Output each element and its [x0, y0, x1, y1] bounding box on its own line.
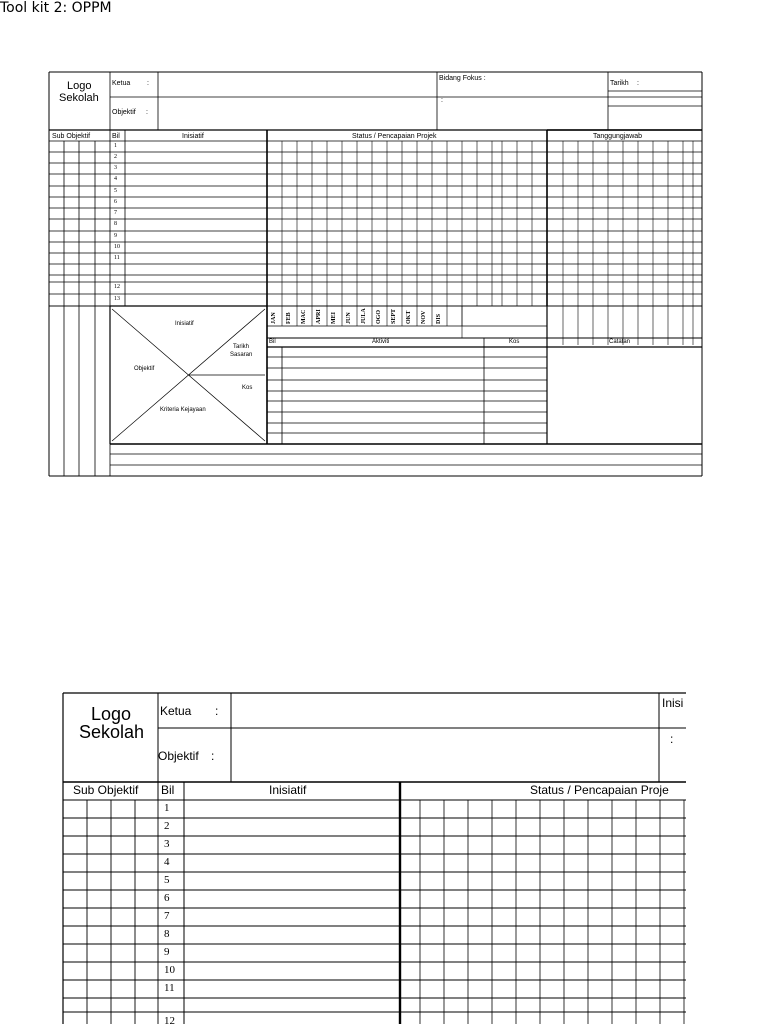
tarikh-colon: : [637, 80, 639, 87]
diagram-sasaran: Sasaran [230, 352, 253, 358]
col-inisiatif: Inisiatif [182, 133, 204, 140]
month-label: JULA [361, 308, 367, 324]
bidang-fokus-label: Bidang Fokus : [439, 75, 486, 82]
zoom-col-sub-objektif: Sub Objektif [73, 783, 139, 797]
month-label: MEI [331, 312, 337, 324]
row-number: 11 [114, 255, 120, 261]
zoom-row-number: 2 [164, 820, 170, 832]
diagram-inisiatif: Inisiatif [175, 321, 194, 327]
col-status: Status / Pencapaian Projek [352, 133, 437, 140]
month-label: JAN [271, 312, 277, 324]
ketua-label: Ketua [112, 80, 131, 87]
row-number: 13 [114, 296, 120, 302]
zoom-col-inisiatif: Inisiatif [269, 783, 307, 797]
month-label: NOV [421, 310, 427, 324]
row-number: 5 [114, 188, 117, 194]
zoom-objektif-label: Objektif [158, 749, 199, 763]
tarikh-label: Tarikh [610, 80, 629, 87]
logo-line2: Sekolah [59, 92, 99, 104]
lower-aktiviti: Aktiviti [372, 339, 390, 345]
diagram-tarikh: Tarikh [233, 344, 250, 350]
zoom-row-number: 8 [164, 928, 170, 940]
month-label: SEPT [391, 308, 397, 324]
month-label: APRI [316, 309, 322, 324]
row-number: 9 [114, 233, 117, 239]
diagram-objektif: Objektif [134, 366, 155, 372]
zoom-row-number: 3 [164, 838, 170, 850]
zoom-row-number: 5 [164, 874, 170, 886]
zoom-row-number: 1 [164, 802, 170, 814]
row-number: 1 [114, 143, 117, 149]
zoom-inisi-label: Inisi [662, 696, 684, 710]
lower-kos: Kos [509, 339, 520, 345]
row-number: 2 [114, 154, 117, 160]
objektif-colon: : [146, 109, 148, 116]
page-title: Tool kit 2: OPPM [0, 0, 112, 16]
col-tanggungjawab: Tanggungjawab [593, 133, 643, 140]
ketua-colon: : [147, 80, 149, 87]
logo-line1: Logo [67, 80, 92, 92]
zoom-row-number: 12 [164, 1015, 175, 1027]
zoom-col-bil: Bil [161, 783, 175, 797]
zoom-bidang-colon: : [670, 732, 674, 746]
lower-catatan: Catatan [609, 339, 631, 345]
zoom-row-number: 6 [164, 892, 170, 904]
month-label: MAC [301, 309, 307, 324]
row-number: 4 [114, 176, 117, 182]
month-label: JUN [346, 312, 352, 324]
zoom-ketua-colon: : [215, 704, 219, 718]
month-label: DIS [436, 313, 442, 324]
zoom-logo-line2: Sekolah [79, 722, 145, 742]
row-number: 6 [114, 199, 117, 205]
zoom-row-number: 11 [164, 982, 175, 994]
zoom-ketua-label: Ketua [160, 704, 192, 718]
month-label: OGO [376, 309, 382, 324]
row-number: 10 [114, 244, 120, 250]
zoom-logo-line1: Logo [91, 704, 132, 724]
month-label: OKT [406, 310, 412, 324]
zoom-objektif-colon: : [211, 749, 215, 763]
zoom-row-number: 9 [164, 946, 170, 958]
col-sub-objektif: Sub Objektif [52, 133, 91, 140]
row-number: 3 [114, 165, 117, 171]
lower-bil: Bil [269, 339, 276, 345]
objektif-label: Objektif [112, 109, 136, 116]
row-number: 7 [114, 210, 117, 216]
zoom-col-status: Status / Pencapaian Proje [530, 783, 669, 797]
zoom-row-number: 4 [164, 856, 170, 868]
zoom-row-number: 7 [164, 910, 170, 922]
diagram-kos: Kos [242, 385, 253, 391]
col-bil: Bil [112, 133, 120, 140]
row-number: 8 [114, 221, 117, 227]
bidang-colon: : [441, 97, 443, 104]
diagram-kriteria: Kriteria Kejayaan [160, 407, 206, 413]
row-number: 12 [114, 284, 120, 290]
month-label: FEB [286, 312, 292, 324]
zoom-row-number: 10 [164, 964, 175, 976]
